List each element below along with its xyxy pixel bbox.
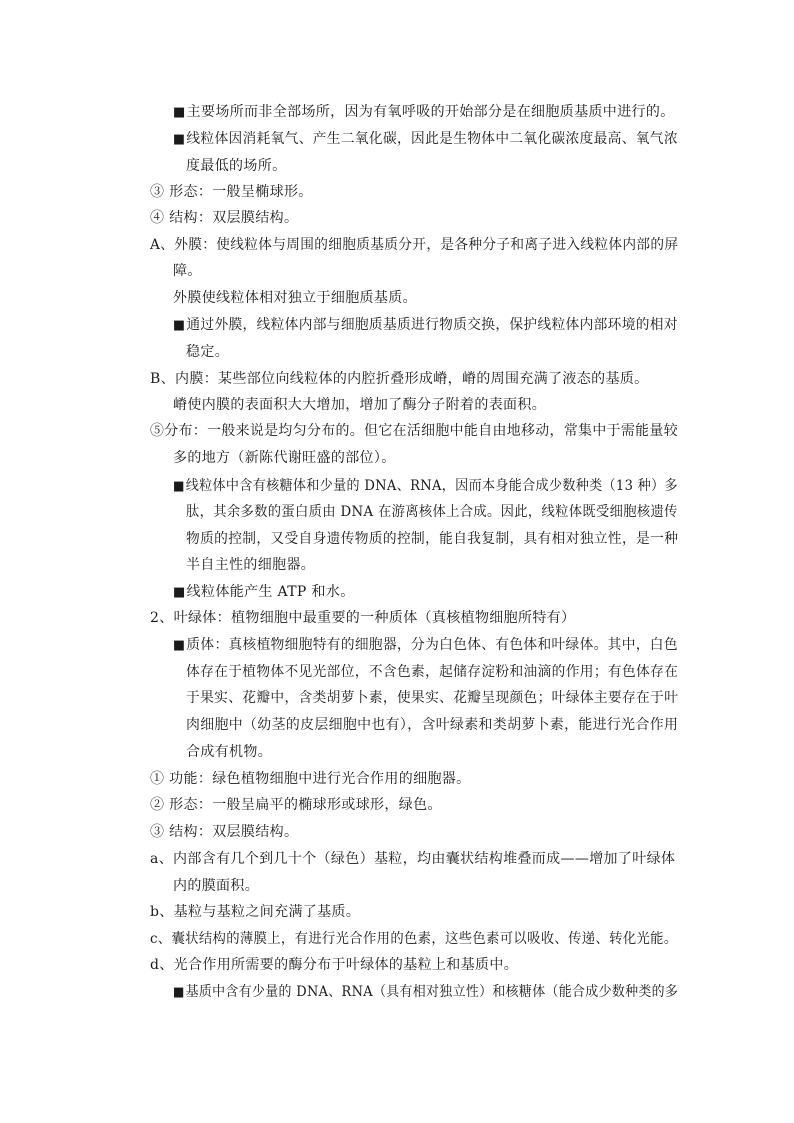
text-line-19: ■线粒体能产生 ATP 和水。 [173,584,355,600]
text-line-33: d、光合作用所需要的酶分布于叶绿体的基粒上和基质中。 [150,957,519,973]
text-line-7: 障。 [173,263,202,279]
text-line-2: ■线粒体因消耗氧气、产生二氧化碳，因此是生物体中二氧化碳浓度最高、氧气浓 [173,131,678,147]
square-bullet-icon: ■ [173,985,185,1000]
text-line-25: 合成有机物。 [186,744,273,760]
text-line-27: ② 形态：一般呈扁平的椭球形或球形，绿色。 [150,797,442,813]
square-bullet-icon: ■ [173,132,186,147]
text-line-29: a、内部含有几个到几十个（绿色）基粒，均由囊状结构堆叠而成——增加了叶绿体 [150,851,676,867]
text-line-14: 多的地方（新陈代谢旺盛的部位）。 [173,450,396,466]
text-line-30: 内的膜面积。 [173,878,260,894]
text-line-16: 肽，其余多数的蛋白质由 DNA 在游离核体上合成。因此，线粒体既受细胞核遗传 [186,504,678,520]
text-line-4: ③ 形态：一般呈椭球形。 [150,184,313,200]
text-line-18: 半自主性的细胞器。 [186,557,316,573]
text-line-8: 外膜使线粒体相对独立于细胞质基质。 [173,290,417,306]
text-line-26: ① 功能：绿色植物细胞中进行光合作用的细胞器。 [150,771,471,787]
square-bullet-icon: ■ [173,479,185,494]
text-line-22: 体存在于植物体不见光部位，不含色素，起储存淀粉和油滴的作用；有色体存在 [186,664,679,680]
text-line-20: 2、叶绿体：植物细胞中最重要的一种质体（真核植物细胞所特有） [150,610,576,626]
text-line-17: 物质的控制，又受自身遗传物质的控制，能自我复制，具有相对独立性，是一种 [186,531,679,547]
text-line-28: ③ 结构：双层膜结构。 [150,824,299,840]
text-line-6: A、外膜：使线粒体与周围的细胞质基质分开，是各种分子和离子进入线粒体内部的屏 [150,237,679,253]
square-bullet-icon: ■ [173,105,186,120]
text-line-11: B、内膜：某些部位向线粒体的内腔折叠形成嵴，嵴的周围充满了液态的基质。 [150,371,649,387]
text-line-1: ■主要场所而非全部场所，因为有氧呼吸的开始部分是在细胞质基质中进行的。 [173,104,675,120]
text-line-3: 度最低的场所。 [186,158,287,174]
text-line-15: ■线粒体中含有核糖体和少量的 DNA、RNA，因而本身能合成少数种类（13 种）多 [173,478,678,494]
text-line-5: ④ 结构：双层膜结构。 [150,210,299,226]
text-line-13: ⑤分布：一般来说是均匀分布的。但它在活细胞中能自由地移动，常集中于需能量较 [150,423,678,439]
text-line-12: 嵴使内膜的表面积大大增加，增加了酶分子附着的表面积。 [173,397,547,413]
text-line-9: ■通过外膜，线粒体内部与细胞质基质进行物质交换，保护线粒体内部环境的相对 [173,317,678,333]
text-line-10: 稳定。 [186,344,230,360]
text-line-31: b、基粒与基粒之间充满了基质。 [150,904,361,920]
square-bullet-icon: ■ [173,585,186,600]
text-line-24: 肉细胞中（幼茎的皮层细胞中也有），含叶绿素和类胡萝卜素，能进行光合作用 [186,717,679,733]
square-bullet-icon: ■ [173,638,186,653]
square-bullet-icon: ■ [173,318,186,333]
text-line-21: ■质体：真核植物细胞特有的细胞器，分为白色体、有色体和叶绿体。其中，白色 [173,637,678,653]
text-line-23: 于果实、花瓣中，含类胡萝卜素，使果实、花瓣呈现颜色；叶绿体主要存在于叶 [186,690,679,706]
text-line-32: c、囊状结构的薄膜上，有进行光合作用的色素，这些色素可以吸收、传递、转化光能。 [150,931,678,947]
text-line-34: ■基质中含有少量的 DNA、RNA（具有相对独立性）和核糖体（能合成少数种类的多 [173,984,679,1000]
